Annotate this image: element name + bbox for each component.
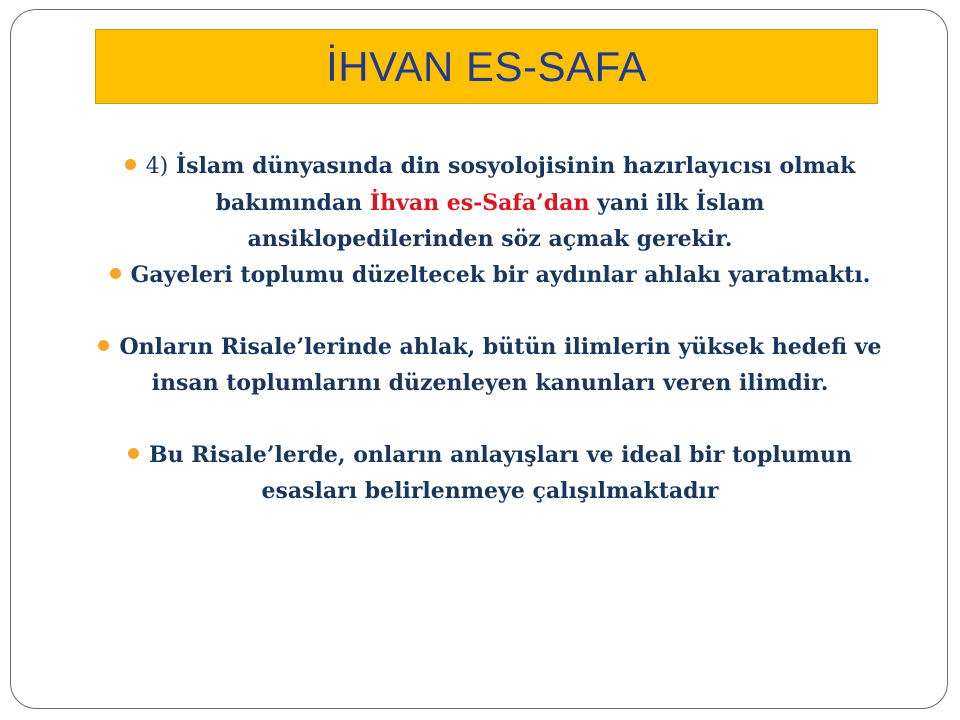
bullet-dot-icon bbox=[128, 448, 139, 459]
bullet-1-text-start: İslam dünyasında din sosyolojisinin hazırlayıcısı olmak bakımından bbox=[175, 153, 856, 216]
bullet-1-text-end: yani ilk İslam ansiklopedilerinden söz açmak gerekir. bbox=[247, 190, 765, 252]
bullet-2-text: Gayeleri toplumu düzeltecek bir aydınlar ahlakı yaratmaktı. bbox=[130, 262, 871, 288]
bullet-1-highlight: İhvan es-Safa’dan bbox=[369, 190, 590, 216]
bullet-item-2 bbox=[95, 257, 885, 293]
spacer bbox=[95, 401, 885, 437]
bullet-number: 4) bbox=[145, 154, 169, 179]
bullet-dot-icon bbox=[98, 340, 109, 351]
bullet-3-text: Onların Risale’lerinde ahlak, bütün ilimlerin yüksek hedefi ve insan toplumlarını düzenleyen kanunları veren ilimdir. bbox=[119, 334, 882, 396]
spacer bbox=[95, 293, 885, 329]
bullet-item-1 bbox=[95, 148, 885, 257]
bullet-item-3 bbox=[95, 329, 885, 401]
bullet-dot-icon bbox=[125, 159, 136, 170]
bullet-item-4 bbox=[95, 437, 885, 509]
bullet-dot-icon bbox=[110, 268, 121, 279]
bullet-4-text: Bu Risale’lerde, onların anlayışları ve ideal bir toplumun esasları belirlenmeye çalışılmaktadır bbox=[149, 442, 852, 504]
bullet-list bbox=[95, 148, 885, 509]
page-title: İHVAN ES-SAFA bbox=[326, 42, 647, 90]
title-banner bbox=[95, 29, 878, 104]
